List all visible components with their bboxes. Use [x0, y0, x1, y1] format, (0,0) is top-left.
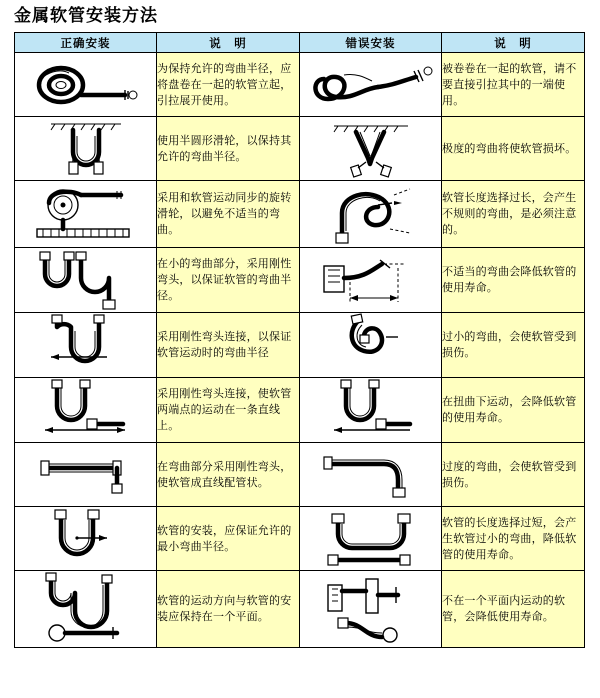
wrong-description: 过度的弯曲，会使软管受到损伤。 [442, 443, 585, 507]
correct-description: 使用半圆形滑轮，以保持其允许的弯曲半径。 [157, 117, 300, 181]
correct-description: 采用刚性弯头连接，使软管两端点的运动在一条直线上。 [157, 378, 300, 443]
rigid-elbow-u-connection-icon [21, 313, 151, 377]
correct-description: 软管的运动方向与软管的安装应保持在一个平面。 [157, 571, 300, 648]
wrong-description: 过小的弯曲，会使软管受到损伤。 [442, 313, 585, 378]
wrong-illustration-cell [300, 181, 442, 248]
rigid-elbow-straight-line-motion-icon [21, 378, 151, 442]
wrong-description: 不在一个平面内运动的软管，会降低使用寿命。 [442, 571, 585, 648]
table-row [15, 53, 585, 117]
too-small-bend-radius-icon [306, 313, 436, 377]
wrong-description: 软管长度选择过长，会产生不规则的弯曲，是必须注意的。 [442, 181, 585, 248]
wrong-description: 不适当的弯曲会降低软管的使用寿命。 [442, 248, 585, 313]
correct-illustration-cell [15, 248, 157, 313]
installation-methods-table [14, 32, 585, 648]
correct-description: 在小的弯曲部分，采用刚性弯头，以保证软管的弯曲半径。 [157, 248, 300, 313]
wrong-description: 极度的弯曲将使软管损坏。 [442, 117, 585, 181]
wrong-illustration-cell [300, 378, 442, 443]
wrong-illustration-cell [300, 248, 442, 313]
hose-over-semicircular-sheave-icon [21, 118, 151, 180]
wrong-illustration-cell [300, 53, 442, 117]
twisted-u-hose-motion-icon [306, 378, 436, 442]
table-row [15, 181, 585, 248]
correct-illustration-cell [15, 443, 157, 507]
table-row [15, 443, 585, 507]
wrong-illustration-cell [300, 313, 442, 378]
wrong-description: 软管的长度选择过短，会产生软管过小的弯曲，降低软管的使用寿命。 [442, 507, 585, 571]
correct-description: 为保持允许的弯曲半径，应将盘卷在一起的软管立起，引拉展开使用。 [157, 53, 300, 117]
wrong-description: 被卷卷在一起的软管，请不要直接引拉其中的一端使用。 [442, 53, 585, 117]
correct-illustration-cell [15, 53, 157, 117]
too-long-hose-sagging-icon [306, 508, 436, 570]
correct-description: 采用和软管运动同步的旋转滑轮，以避免不适当的弯曲。 [157, 181, 300, 248]
wrong-illustration-cell [300, 507, 442, 571]
wrong-illustration-cell [300, 571, 442, 648]
page-title: 金属软管安装方法 [14, 6, 158, 26]
hose-on-moving-pulley-chain-icon [21, 181, 151, 247]
correct-illustration-cell [15, 507, 157, 571]
header-correct-install: 正确安装 [15, 33, 157, 53]
correct-illustration-cell [15, 181, 157, 248]
improper-bend-short-radius-icon [306, 248, 436, 312]
rigid-elbow-small-bend-icon [21, 248, 151, 312]
correct-description: 采用刚性弯头连接，以保证软管运动时的弯曲半径 [157, 313, 300, 378]
wrong-description: 在扭曲下运动，会降低软管的使用寿命。 [442, 378, 585, 443]
table-row [15, 571, 585, 648]
coiled-hose-spiral-icon [21, 55, 151, 115]
correct-illustration-cell [15, 378, 157, 443]
table-header [15, 33, 585, 53]
correct-illustration-cell [15, 117, 157, 181]
wrong-illustration-cell [300, 117, 442, 181]
excessive-bend-elbow-icon [306, 446, 436, 504]
header-correct-desc: 说 明 [157, 33, 300, 53]
coiled-hose-pulled-icon [306, 55, 436, 115]
correct-illustration-cell [15, 571, 157, 648]
wrong-illustration-cell [300, 443, 442, 507]
table-row [15, 507, 585, 571]
min-bend-radius-u-hose-icon [21, 508, 151, 570]
hose-sharp-v-bend-icon [306, 118, 436, 180]
table-row [15, 313, 585, 378]
table-row [15, 378, 585, 443]
hose-motion-out-of-plane-icon [306, 571, 436, 647]
rigid-elbow-straight-pipe-icon [21, 446, 151, 504]
table-body [15, 53, 585, 648]
correct-description: 在弯曲部分采用刚性弯头，使软管成直线配管状。 [157, 443, 300, 507]
table-row [15, 248, 585, 313]
correct-description: 软管的安装，应保证允许的最小弯曲半径。 [157, 507, 300, 571]
hose-motion-same-plane-icon [21, 571, 151, 647]
header-wrong-install: 错误安装 [300, 33, 442, 53]
header-row [15, 33, 585, 53]
table-row [15, 117, 585, 181]
hose-too-long-irregular-loop-icon [306, 181, 436, 247]
header-wrong-desc: 说 明 [442, 33, 585, 53]
correct-illustration-cell [15, 313, 157, 378]
